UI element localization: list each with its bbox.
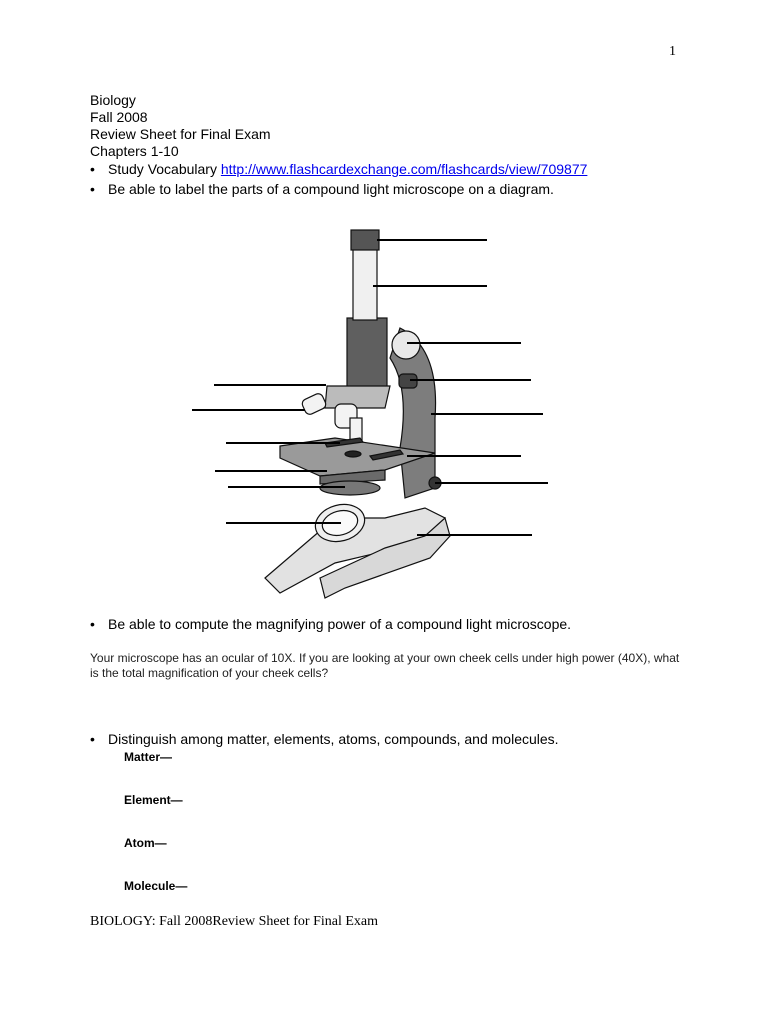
term-line: Fall 2008	[90, 109, 148, 125]
coarse-adjustment-knob	[392, 331, 420, 359]
document-header	[90, 92, 271, 160]
page-number: 1	[669, 44, 676, 59]
chapters-line: Chapters 1-10	[90, 143, 179, 159]
eyepiece-tube	[353, 248, 377, 320]
bullet-dot: •	[90, 181, 95, 197]
title-line: Review Sheet for Final Exam	[90, 126, 271, 142]
eyepiece	[351, 230, 379, 250]
bullet-dot: •	[90, 616, 95, 632]
term-matter: Matter—	[124, 750, 173, 764]
bullet-distinguish	[90, 731, 559, 747]
distinguish-text: Distinguish among matter, elements, atoms, compounds, and molecules.	[108, 731, 559, 747]
term-atom: Atom—	[124, 836, 167, 850]
label-parts-text: Be able to label the parts of a compound light microscope on a diagram.	[108, 181, 554, 197]
term-molecule: Molecule—	[124, 879, 188, 893]
compute-text: Be able to compute the magnifying power of a compound light microscope.	[108, 616, 572, 632]
bullet-label-parts	[90, 181, 554, 197]
bullet-dot: •	[90, 161, 95, 177]
bullet-compute	[90, 616, 571, 632]
microscope-diagram	[185, 218, 555, 608]
bullet-dot: •	[90, 731, 95, 747]
page-footer: BIOLOGY: Fall 2008Review Sheet for Final Exam	[90, 914, 379, 929]
term-element: Element—	[124, 793, 183, 807]
bullet-vocabulary	[90, 161, 587, 177]
subject-line: Biology	[90, 92, 136, 108]
vocab-prefix: Study Vocabulary	[108, 161, 221, 177]
magnification-problem: Your microscope has an ocular of 10X. If you are looking at your own cheek cells under high power (40X), what is the total magnification of your cheek cells?	[90, 651, 680, 680]
objective-low	[301, 392, 328, 416]
nosepiece	[325, 386, 390, 408]
vocab-link[interactable]: http://www.flashcardexchange.com/flashcards/view/709877	[220, 161, 588, 177]
stage-opening	[345, 451, 361, 457]
objective-high	[350, 418, 362, 440]
